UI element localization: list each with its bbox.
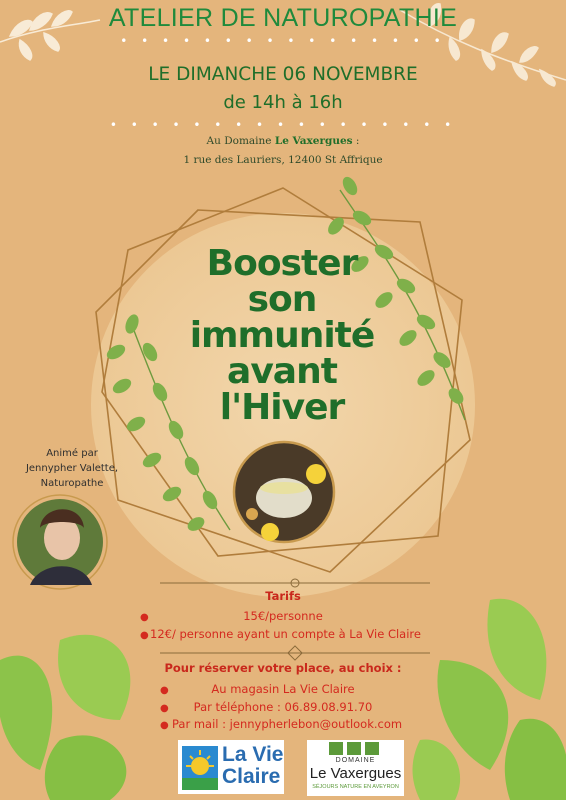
event-time: de 14h à 16h: [223, 92, 343, 113]
domaine-label: DOMAINE: [335, 757, 376, 764]
headline-line-1: Booster: [206, 243, 358, 284]
venue-address: 1 rue des Lauriers, 12400 St Affrique: [183, 154, 383, 166]
domaine-name: Le Vaxergues: [309, 765, 402, 782]
dots-separator: • • • • • • • • • • • • • • • •: [120, 34, 446, 48]
event-date: LE DIMANCHE 06 NOVEMBRE: [148, 64, 418, 85]
bullet-icon: ●: [160, 720, 169, 731]
domaine-vaxergues-logo: [307, 740, 404, 796]
lvc-line-1: La Vie: [222, 743, 284, 766]
venue-suffix: :: [352, 135, 360, 147]
bullet-icon: ●: [160, 703, 169, 714]
venue-line-1: [0, 135, 566, 147]
bullet-icon: ●: [160, 685, 169, 696]
page-title: ATELIER DE NATUROPATHIE: [108, 4, 458, 32]
dots-separator-2: • • • • • • • • • • • • • • • • •: [109, 118, 457, 132]
reservation-item-1: Au magasin La Vie Claire: [211, 682, 355, 696]
reservation-item-2: Par téléphone : 06.89.08.91.70: [193, 700, 373, 714]
headline-line-5: l'Hiver: [219, 387, 345, 428]
bullet-icon: ●: [140, 612, 149, 623]
tarif-item-2: 12€/ personne ayant un compte à La Vie Claire: [150, 627, 421, 641]
bullet-icon: ●: [140, 630, 149, 641]
animator-title: Naturopathe: [40, 478, 104, 489]
venue-prefix: Au Domaine: [206, 135, 275, 147]
domaine-emblem-icon: [329, 742, 381, 756]
tarif-item-1: 15€/personne: [243, 609, 323, 623]
reservation-title: Pour réserver votre place, au choix :: [164, 661, 402, 675]
animator-label: Animé par: [46, 448, 98, 459]
headline-line-3: immunité: [189, 315, 375, 356]
reservation-item-3: Par mail : jennypherlebon@outlook.com: [172, 717, 403, 731]
la-vie-claire-logo: [178, 740, 284, 794]
venue-name: Le Vaxergues: [274, 135, 353, 147]
tarifs-title: Tarifs: [265, 589, 301, 603]
domaine-tagline: SÉJOURS NATURE EN AVEYRON: [312, 784, 399, 790]
animator-name: Jennypher Valette,: [25, 463, 119, 474]
sun-icon: [182, 746, 218, 790]
headline-line-2: son: [247, 279, 317, 320]
lvc-line-2: Claire: [222, 765, 281, 788]
headline-line-4: avant: [227, 351, 337, 392]
